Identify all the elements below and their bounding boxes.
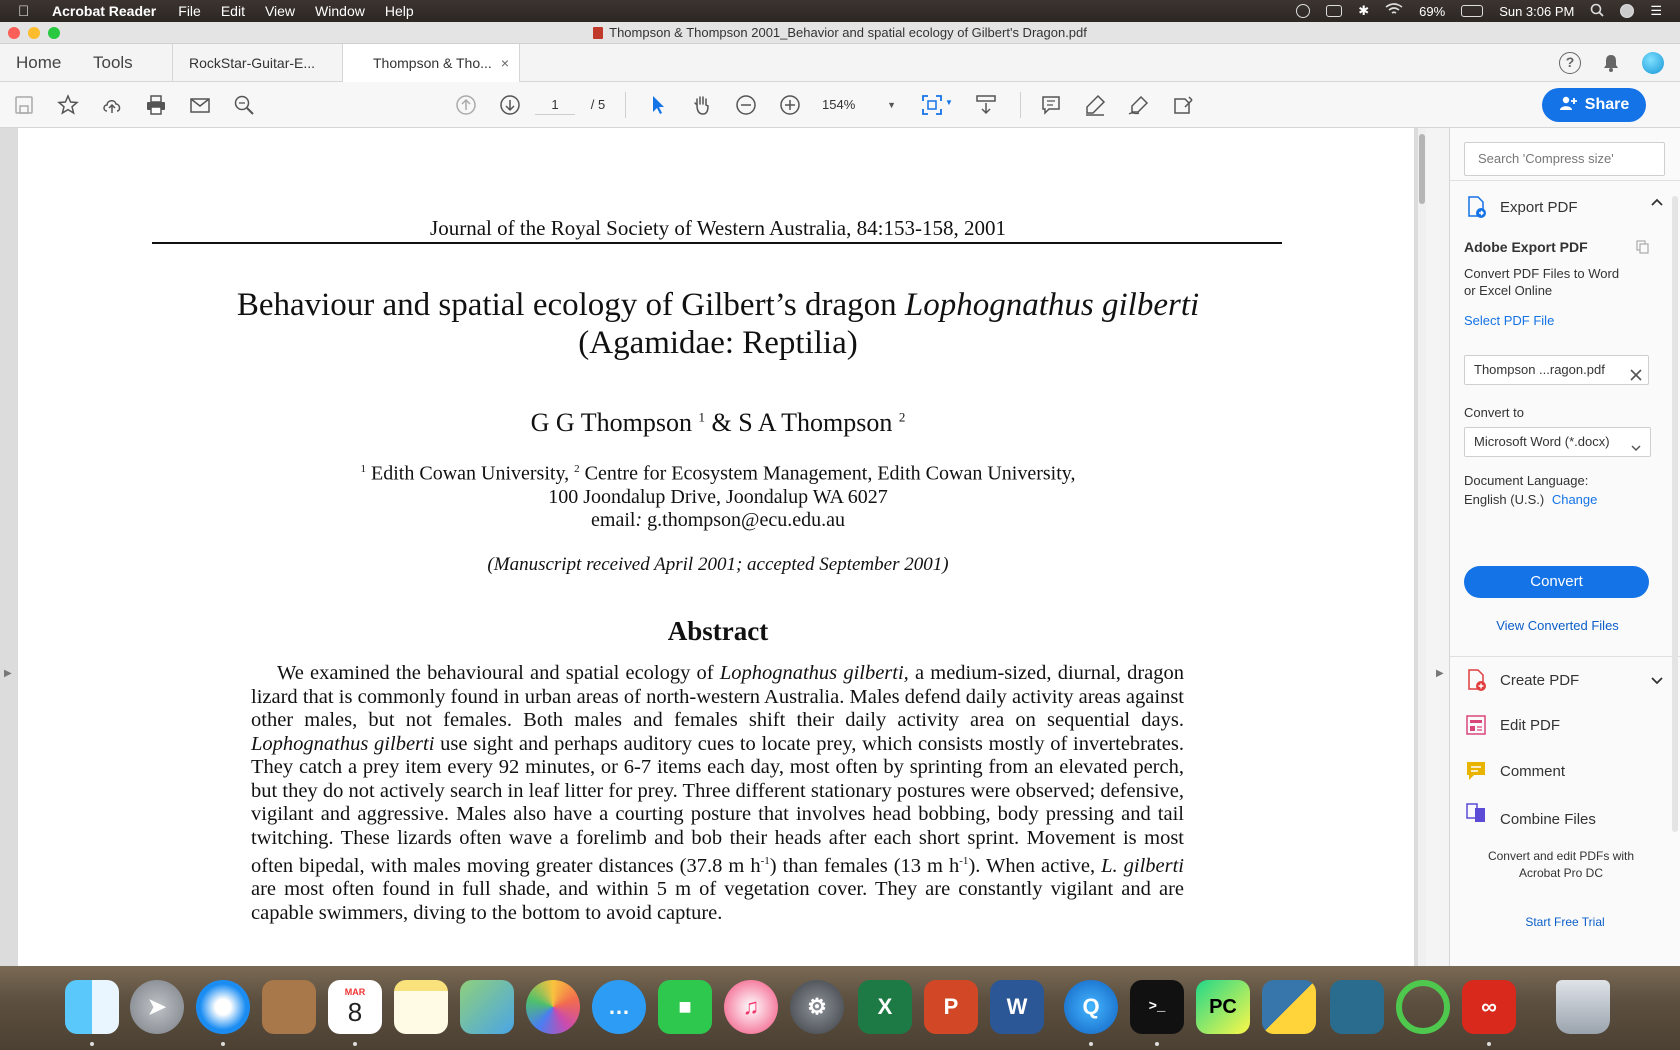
create-pdf-icon bbox=[1464, 668, 1488, 692]
running-indicator bbox=[1089, 1042, 1093, 1046]
music-icon[interactable]: ♫ bbox=[724, 980, 778, 1034]
document-tab-thompson[interactable] bbox=[342, 44, 520, 82]
fit-page-icon[interactable] bbox=[918, 91, 946, 119]
launchpad-icon[interactable]: ➤ bbox=[130, 980, 184, 1034]
pdf-page bbox=[18, 128, 1414, 966]
copy-icon[interactable] bbox=[1636, 240, 1650, 259]
comment-tool-label: Comment bbox=[1500, 762, 1566, 780]
bookmark-star-icon[interactable] bbox=[54, 91, 82, 119]
author-2: S A Thompson bbox=[738, 408, 893, 437]
display-icon[interactable] bbox=[1326, 5, 1342, 17]
abstract-text: are most often found in full shade, and within 5 m of vegetation cover. They are constantly vigilant and are capable swimmers, diving to the bottom to avoid capture. bbox=[251, 878, 1184, 924]
search-text-icon[interactable] bbox=[230, 91, 258, 119]
combine-files-tool[interactable] bbox=[1464, 801, 1654, 825]
affiliation-1: Edith Cowan University, bbox=[366, 462, 575, 485]
share-button[interactable] bbox=[1542, 88, 1646, 122]
create-pdf-label: Create PDF bbox=[1500, 671, 1580, 689]
main-toolbar bbox=[0, 82, 1680, 128]
edit-pdf-label: Edit PDF bbox=[1500, 716, 1561, 734]
document-language-label: Document Language: bbox=[1464, 473, 1589, 488]
tools-pane bbox=[1450, 128, 1680, 966]
start-free-trial-link[interactable]: Start Free Trial bbox=[1525, 915, 1605, 929]
abstract-text: use sight and perhaps auditory cues to locate prey, which consists mostly of invertebrates. They catch a prey item every 92 minutes, or 6-7 items each day, most often by sprinting from an elevated perch, but they do not actively search in leaf litter for prey. Three different stationary postures were observed; defensive, vigilant and aggressive. Males also have a courting posture that involves head bobbing, body pressing and tail twitching. These lizards often wave a forelimb and bob their heads after each short sprint. Movement is most often bipedal, with males moving greater distances (37.8 m h bbox=[251, 732, 1184, 877]
window-minimize-button[interactable] bbox=[28, 27, 40, 39]
share-label: Share bbox=[1584, 96, 1630, 113]
powerpoint-letter: P bbox=[943, 994, 959, 1019]
finder-icon[interactable] bbox=[65, 980, 119, 1034]
fit-page-dropdown-icon[interactable]: ▼ bbox=[945, 98, 953, 107]
author-1: G G Thompson bbox=[530, 408, 692, 437]
selected-file-field bbox=[1464, 355, 1649, 385]
page-number-input[interactable]: 1 bbox=[535, 95, 575, 115]
hand-tool-icon[interactable] bbox=[688, 91, 716, 119]
zoom-level-value: 154% bbox=[822, 97, 856, 112]
terminal-icon[interactable] bbox=[1130, 980, 1184, 1034]
terminal-prompt: >_ bbox=[1148, 999, 1166, 1015]
abstract-body bbox=[251, 662, 1184, 925]
affiliation-2: Centre for Ecosystem Management, Edith Cowan University, bbox=[579, 462, 1076, 485]
email-colon: : bbox=[635, 508, 643, 531]
abstract-text: We examined the behavioural and spatial ecology of bbox=[277, 662, 720, 684]
abstract-text: ) than females (13 m h bbox=[769, 854, 960, 877]
battery-percent: 69% bbox=[1419, 3, 1446, 19]
toolbar-divider bbox=[625, 92, 626, 118]
add-person-icon bbox=[1559, 94, 1577, 117]
photos-icon[interactable] bbox=[526, 980, 580, 1034]
zoom-in-icon[interactable] bbox=[776, 91, 804, 119]
safari-icon[interactable] bbox=[196, 980, 250, 1034]
document-language-row bbox=[1464, 491, 1597, 508]
pycharm-icon[interactable] bbox=[1196, 980, 1250, 1034]
app-menu[interactable]: Acrobat Reader bbox=[52, 3, 157, 19]
excel-letter: X bbox=[877, 994, 893, 1019]
macos-dock bbox=[0, 966, 1680, 1050]
convert-format-value: Microsoft Word (*.docx) bbox=[1474, 434, 1610, 449]
apple-menu-icon[interactable] bbox=[18, 3, 38, 20]
word-icon[interactable] bbox=[990, 980, 1044, 1034]
window-close-button[interactable] bbox=[8, 27, 20, 39]
tab-home[interactable]: Home bbox=[16, 53, 62, 72]
abstract-heading: Abstract bbox=[667, 616, 769, 646]
print-icon[interactable] bbox=[142, 91, 170, 119]
affiliation-address: 100 Joondalup Drive, Joondalup WA 6027 bbox=[548, 485, 888, 508]
activity-app-icon[interactable] bbox=[1396, 980, 1450, 1034]
document-language-value: English (U.S.) bbox=[1464, 492, 1545, 507]
clock[interactable]: Sun 3:06 PM bbox=[1499, 3, 1575, 19]
window-title: Thompson & Thompson 2001_Behavior and spatial ecology of Gilbert's Dragon.pdf bbox=[609, 25, 1087, 40]
document-tab-label: Thompson & Tho... bbox=[373, 55, 492, 71]
messages-icon[interactable]: … bbox=[592, 980, 646, 1034]
menu-edit[interactable]: Edit bbox=[220, 3, 245, 19]
chevron-up-icon[interactable] bbox=[1650, 196, 1664, 214]
wifi-icon[interactable] bbox=[1385, 3, 1403, 19]
pycharm-letters: PC bbox=[1209, 995, 1237, 1018]
combine-files-icon bbox=[1464, 801, 1488, 825]
export-pdf-tool[interactable] bbox=[1464, 192, 1654, 222]
convert-button[interactable]: Convert bbox=[1464, 566, 1649, 598]
pdf-file-icon bbox=[593, 27, 603, 39]
convert-to-label: Convert to bbox=[1464, 405, 1524, 420]
running-indicator bbox=[1487, 1042, 1491, 1046]
abstract-species: Lophognathus gilberti, bbox=[719, 662, 909, 684]
notes-icon[interactable] bbox=[394, 980, 448, 1034]
document-scrollbar[interactable] bbox=[1418, 128, 1426, 966]
abstract-species: Lophognathus gilberti bbox=[251, 732, 435, 755]
save-icon[interactable] bbox=[10, 91, 38, 119]
contacts-icon[interactable] bbox=[262, 980, 316, 1034]
change-language-link[interactable]: Change bbox=[1551, 492, 1598, 507]
affiliation-marker-1: 1 bbox=[360, 463, 367, 475]
word-letter: W bbox=[1006, 994, 1028, 1019]
export-description: Convert PDF Files to Word or Excel Online bbox=[1464, 266, 1620, 298]
tab-tools[interactable]: Tools bbox=[93, 53, 133, 72]
chevron-down-icon bbox=[1630, 436, 1642, 464]
author-separator: & bbox=[704, 408, 739, 437]
paper-title-text: Behaviour and spatial ecology of Gilbert’s dragon bbox=[236, 287, 905, 323]
email-icon[interactable] bbox=[186, 91, 214, 119]
panel-divider bbox=[1450, 180, 1680, 181]
toolbar-divider bbox=[1020, 92, 1021, 118]
page-total: / 5 bbox=[590, 97, 606, 112]
bluetooth-icon[interactable]: ✱ bbox=[1358, 3, 1370, 18]
battery-icon[interactable] bbox=[1461, 5, 1483, 17]
select-pdf-file-link[interactable]: Select PDF File bbox=[1464, 313, 1555, 328]
document-viewport[interactable] bbox=[0, 128, 1418, 966]
mysql-workbench-icon[interactable] bbox=[1330, 980, 1384, 1034]
convert-format-dropdown[interactable] bbox=[1464, 427, 1651, 457]
acrobat-reader-icon[interactable]: ∞ bbox=[1462, 980, 1516, 1034]
menu-view[interactable]: View bbox=[264, 3, 296, 19]
tools-search-input[interactable]: Search 'Compress size' bbox=[1464, 142, 1665, 176]
view-converted-files-link[interactable]: View Converted Files bbox=[1496, 618, 1619, 633]
zoom-out-icon[interactable] bbox=[732, 91, 760, 119]
notifications-bell-icon[interactable] bbox=[1600, 52, 1622, 74]
chevron-down-icon: ▼ bbox=[887, 100, 896, 110]
export-pdf-label: Export PDF bbox=[1500, 198, 1578, 216]
sign-icon[interactable] bbox=[1125, 91, 1153, 119]
facetime-icon[interactable]: ■ bbox=[658, 980, 712, 1034]
python-launcher-icon[interactable] bbox=[1262, 980, 1316, 1034]
document-tab-rockstar[interactable] bbox=[172, 44, 342, 82]
window-zoom-button[interactable] bbox=[48, 27, 60, 39]
quicktime-icon[interactable]: Q bbox=[1064, 980, 1118, 1034]
acrobat-pro-promo: Convert and edit PDFs with Acrobat Pro DC bbox=[1487, 849, 1635, 880]
edit-pdf-icon bbox=[1464, 713, 1488, 737]
manuscript-dates: (Manuscript received April 2001; accepted September 2001) bbox=[487, 554, 949, 575]
running-indicator bbox=[90, 1042, 94, 1046]
email-address: g.thompson@ecu.edu.au bbox=[642, 508, 845, 531]
abstract-text: ). When active, bbox=[968, 854, 1102, 877]
more-tools-icon[interactable] bbox=[1169, 91, 1197, 119]
next-page-icon[interactable] bbox=[496, 91, 524, 119]
combine-files-label: Combine Files bbox=[1500, 810, 1596, 825]
calendar-day: 8 bbox=[347, 996, 363, 1027]
powerpoint-icon[interactable] bbox=[924, 980, 978, 1034]
author-2-affiliation: 2 bbox=[898, 409, 906, 425]
selected-file-name: Thompson ...ragon.pdf bbox=[1474, 362, 1605, 377]
right-panel-toggle-icon[interactable]: ▶ bbox=[1436, 668, 1444, 679]
clear-file-icon[interactable] bbox=[1630, 363, 1642, 391]
menu-window[interactable]: Window bbox=[315, 3, 365, 19]
right-panel-gutter bbox=[1426, 128, 1450, 966]
export-pdf-icon bbox=[1464, 195, 1488, 219]
running-indicator bbox=[1155, 1042, 1159, 1046]
select-cursor-icon[interactable] bbox=[644, 91, 672, 119]
running-indicator bbox=[353, 1042, 357, 1046]
excel-icon[interactable] bbox=[858, 980, 912, 1034]
menu-file[interactable]: File bbox=[178, 3, 201, 19]
highlight-pen-icon[interactable] bbox=[1081, 91, 1109, 119]
abstract-species: L. gilberti bbox=[1101, 854, 1184, 877]
calendar-month: MAR bbox=[344, 986, 366, 997]
scroll-mode-icon[interactable] bbox=[972, 91, 1000, 119]
help-icon[interactable]: ? bbox=[1559, 52, 1581, 74]
affiliations bbox=[18, 458, 1418, 532]
affiliation-marker-2: 2 bbox=[574, 463, 580, 475]
paper-title-line2: (Agamidae: Reptilia) bbox=[578, 325, 858, 361]
previous-page-icon[interactable] bbox=[452, 91, 480, 119]
user-avatar-icon[interactable] bbox=[1620, 4, 1634, 18]
author-1-affiliation: 1 bbox=[698, 409, 705, 425]
window-titlebar bbox=[0, 22, 1680, 44]
panel-divider bbox=[1450, 656, 1680, 657]
account-avatar[interactable] bbox=[1642, 52, 1664, 74]
abstract-text: a medium-sized, diurnal, dragon lizard that is commonly found in urban areas of north-western Australia. Males defend daily activity areas against other males, but not females. Both males and females shift their daily activity area on sequential days. bbox=[251, 662, 1184, 731]
create-pdf-tool[interactable] bbox=[1464, 665, 1654, 695]
menu-help[interactable]: Help bbox=[384, 3, 414, 19]
calendar-icon[interactable] bbox=[328, 980, 382, 1034]
upload-cloud-icon[interactable] bbox=[98, 91, 126, 119]
email-label: email bbox=[591, 508, 636, 531]
comment-tool[interactable] bbox=[1464, 756, 1654, 786]
system-preferences-icon[interactable]: ⚙ bbox=[790, 980, 844, 1034]
trash-icon[interactable] bbox=[1556, 980, 1610, 1034]
notification-center-icon[interactable]: ☰ bbox=[1650, 3, 1662, 18]
comment-icon[interactable] bbox=[1037, 91, 1065, 119]
document-scrollbar-thumb[interactable] bbox=[1419, 134, 1425, 204]
edit-pdf-tool[interactable] bbox=[1464, 710, 1654, 740]
paper-title-species: Lophognathus gilberti bbox=[904, 287, 1200, 323]
abstract-superscript: -1 bbox=[959, 855, 969, 867]
paper-authors bbox=[18, 408, 1418, 438]
creative-cloud-icon[interactable] bbox=[1296, 4, 1310, 18]
maps-icon[interactable] bbox=[460, 980, 514, 1034]
macos-menubar bbox=[0, 0, 1680, 22]
chevron-down-icon[interactable] bbox=[1650, 673, 1664, 691]
journal-citation: Journal of the Royal Society of Western Australia, 84:153-158, 2001 bbox=[430, 216, 1006, 240]
comment-tool-icon bbox=[1464, 759, 1488, 783]
abstract-superscript: -1 bbox=[760, 855, 770, 867]
document-tab-label: RockStar-Guitar-E... bbox=[189, 55, 316, 71]
left-panel-toggle-icon[interactable]: ▶ bbox=[4, 668, 12, 679]
header-rule bbox=[152, 242, 1282, 244]
running-indicator bbox=[221, 1042, 225, 1046]
tools-pane-scrollbar[interactable] bbox=[1672, 196, 1678, 832]
tab-bar bbox=[0, 44, 1680, 82]
spotlight-search-icon[interactable] bbox=[1590, 3, 1604, 20]
paper-title bbox=[18, 286, 1418, 362]
zoom-level-dropdown[interactable] bbox=[822, 95, 896, 115]
adobe-export-title: Adobe Export PDF bbox=[1464, 239, 1588, 255]
close-tab-icon[interactable]: × bbox=[500, 55, 509, 71]
